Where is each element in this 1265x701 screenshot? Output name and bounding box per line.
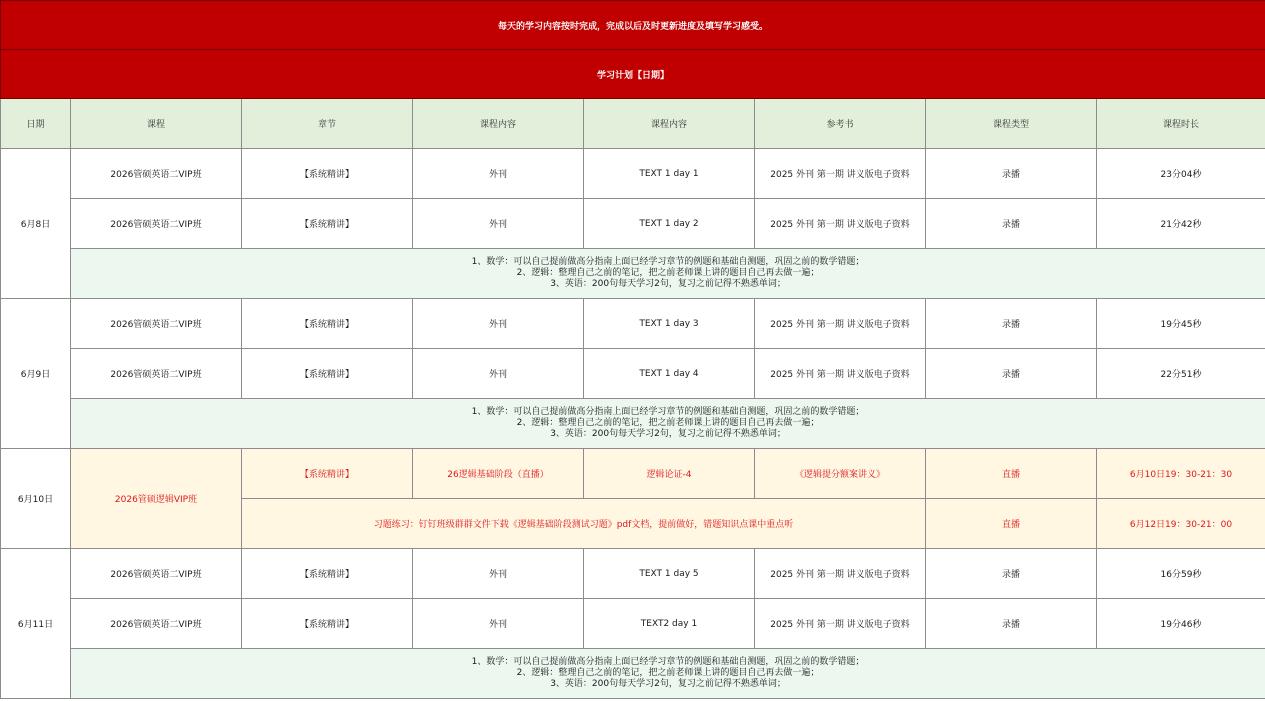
content-cell: TEXT2 day 1: [584, 599, 755, 649]
chapter-cell: 【系统精讲】: [242, 349, 413, 399]
duration-cell: 6月10日19：30-21：30: [1097, 449, 1265, 499]
course-cell: 2026管硕英语二VIP班: [71, 199, 242, 249]
header-cell: 日期: [1, 99, 71, 149]
type-cell: 直播: [926, 449, 1097, 499]
table-row: [1, 349, 1265, 399]
plan-title: 学习计划【日期】: [1, 50, 1265, 99]
reference-cell: 2025 外刊 第一期 讲义版电子资料: [755, 549, 926, 599]
reference-cell: 《逻辑提分额案讲义》: [755, 449, 926, 499]
content-cell: 外刊: [413, 149, 584, 199]
duration-cell: 21分42秒: [1097, 199, 1265, 249]
note-row: [1, 649, 1265, 699]
content-cell: 外刊: [413, 299, 584, 349]
type-cell: 录播: [926, 299, 1097, 349]
content-cell: TEXT 1 day 2: [584, 199, 755, 249]
type-cell: 录播: [926, 149, 1097, 199]
header-cell: 课程时长: [1097, 99, 1265, 149]
note-line: 3、英语：200句每天学习2句，复习之前记得不熟悉单词；: [550, 429, 786, 439]
chapter-cell: 【系统精讲】: [242, 149, 413, 199]
content-cell: 26逻辑基础阶段（直播）: [413, 449, 584, 499]
note-row: [1, 249, 1265, 299]
content-cell: 外刊: [413, 599, 584, 649]
content-cell: TEXT 1 day 1: [584, 149, 755, 199]
course-cell: 2026管硕逻辑VIP班: [71, 449, 242, 549]
duration-cell: 19分45秒: [1097, 299, 1265, 349]
table-row: [1, 549, 1265, 599]
date-cell: 6月11日: [1, 549, 71, 699]
chapter-cell: 【系统精讲】: [242, 599, 413, 649]
header-row: [1, 99, 1265, 149]
content-cell: TEXT 1 day 4: [584, 349, 755, 399]
note-line: 2、逻辑：整理自己之前的笔记，把之前老师课上讲的题目自己再去做一遍；: [516, 418, 820, 428]
exercise-cell: 习题练习：钉钉班级群群文件下载《逻辑基础阶段测试习题》pdf文档，提前做好，错题知识点课中重点听: [242, 499, 926, 549]
content-cell: 外刊: [413, 549, 584, 599]
type-cell: 录播: [926, 349, 1097, 399]
table-row: [1, 449, 1265, 499]
date-cell: 6月8日: [1, 149, 71, 299]
type-cell: 录播: [926, 199, 1097, 249]
course-cell: 2026管硕英语二VIP班: [71, 549, 242, 599]
type-cell: 直播: [926, 499, 1097, 549]
note-row: [1, 399, 1265, 449]
note-line: 2、逻辑：整理自己之前的笔记，把之前老师课上讲的题目自己再去做一遍；: [516, 668, 820, 678]
content-cell: 外刊: [413, 349, 584, 399]
header-cell: 参考书: [755, 99, 926, 149]
chapter-cell: 【系统精讲】: [242, 299, 413, 349]
chapter-cell: 【系统精讲】: [242, 549, 413, 599]
duration-cell: 23分04秒: [1097, 149, 1265, 199]
duration-cell: 6月12日19：30-21：00: [1097, 499, 1265, 549]
date-cell: 6月10日: [1, 449, 71, 549]
table-row: [1, 149, 1265, 199]
chapter-cell: 【系统精讲】: [242, 449, 413, 499]
header-cell: 课程内容: [413, 99, 584, 149]
study-note: [71, 249, 1265, 299]
content-cell: TEXT 1 day 3: [584, 299, 755, 349]
header-cell: 章节: [242, 99, 413, 149]
content-cell: 逻辑论证-4: [584, 449, 755, 499]
type-cell: 录播: [926, 549, 1097, 599]
study-note: [71, 649, 1265, 699]
table-row: [1, 299, 1265, 349]
header-cell: 课程类型: [926, 99, 1097, 149]
type-cell: 录播: [926, 599, 1097, 649]
note-line: 3、英语：200句每天学习2句，复习之前记得不熟悉单词；: [550, 279, 786, 289]
course-cell: 2026管硕英语二VIP班: [71, 349, 242, 399]
course-cell: 2026管硕英语二VIP班: [71, 149, 242, 199]
reference-cell: 2025 外刊 第一期 讲义版电子资料: [755, 599, 926, 649]
reference-cell: 2025 外刊 第一期 讲义版电子资料: [755, 199, 926, 249]
course-cell: 2026管硕英语二VIP班: [71, 299, 242, 349]
date-cell: 6月9日: [1, 299, 71, 449]
study-note: [71, 399, 1265, 449]
reference-cell: 2025 外刊 第一期 讲义版电子资料: [755, 149, 926, 199]
header-cell: 课程: [71, 99, 242, 149]
chapter-cell: 【系统精讲】: [242, 199, 413, 249]
duration-cell: 16分59秒: [1097, 549, 1265, 599]
content-cell: TEXT 1 day 5: [584, 549, 755, 599]
duration-cell: 19分46秒: [1097, 599, 1265, 649]
reference-cell: 2025 外刊 第一期 讲义版电子资料: [755, 299, 926, 349]
note-line: 1、数学：可以自己提前做高分指南上面已经学习章节的例题和基础自测题，巩固之前的数学错题；: [471, 407, 865, 417]
note-line: 3、英语：200句每天学习2句，复习之前记得不熟悉单词；: [550, 679, 786, 689]
instruction-banner: 每天的学习内容按时完成，完成以后及时更新进度及填写学习感受。: [1, 1, 1265, 50]
note-line: 1、数学：可以自己提前做高分指南上面已经学习章节的例题和基础自测题，巩固之前的数学错题；: [471, 257, 865, 267]
note-line: 1、数学：可以自己提前做高分指南上面已经学习章节的例题和基础自测题，巩固之前的数学错题；: [471, 657, 865, 667]
duration-cell: 22分51秒: [1097, 349, 1265, 399]
reference-cell: 2025 外刊 第一期 讲义版电子资料: [755, 349, 926, 399]
header-cell: 课程内容: [584, 99, 755, 149]
table-row: [1, 599, 1265, 649]
course-cell: 2026管硕英语二VIP班: [71, 599, 242, 649]
table-row: [1, 199, 1265, 249]
note-line: 2、逻辑：整理自己之前的笔记，把之前老师课上讲的题目自己再去做一遍；: [516, 268, 820, 278]
content-cell: 外刊: [413, 199, 584, 249]
